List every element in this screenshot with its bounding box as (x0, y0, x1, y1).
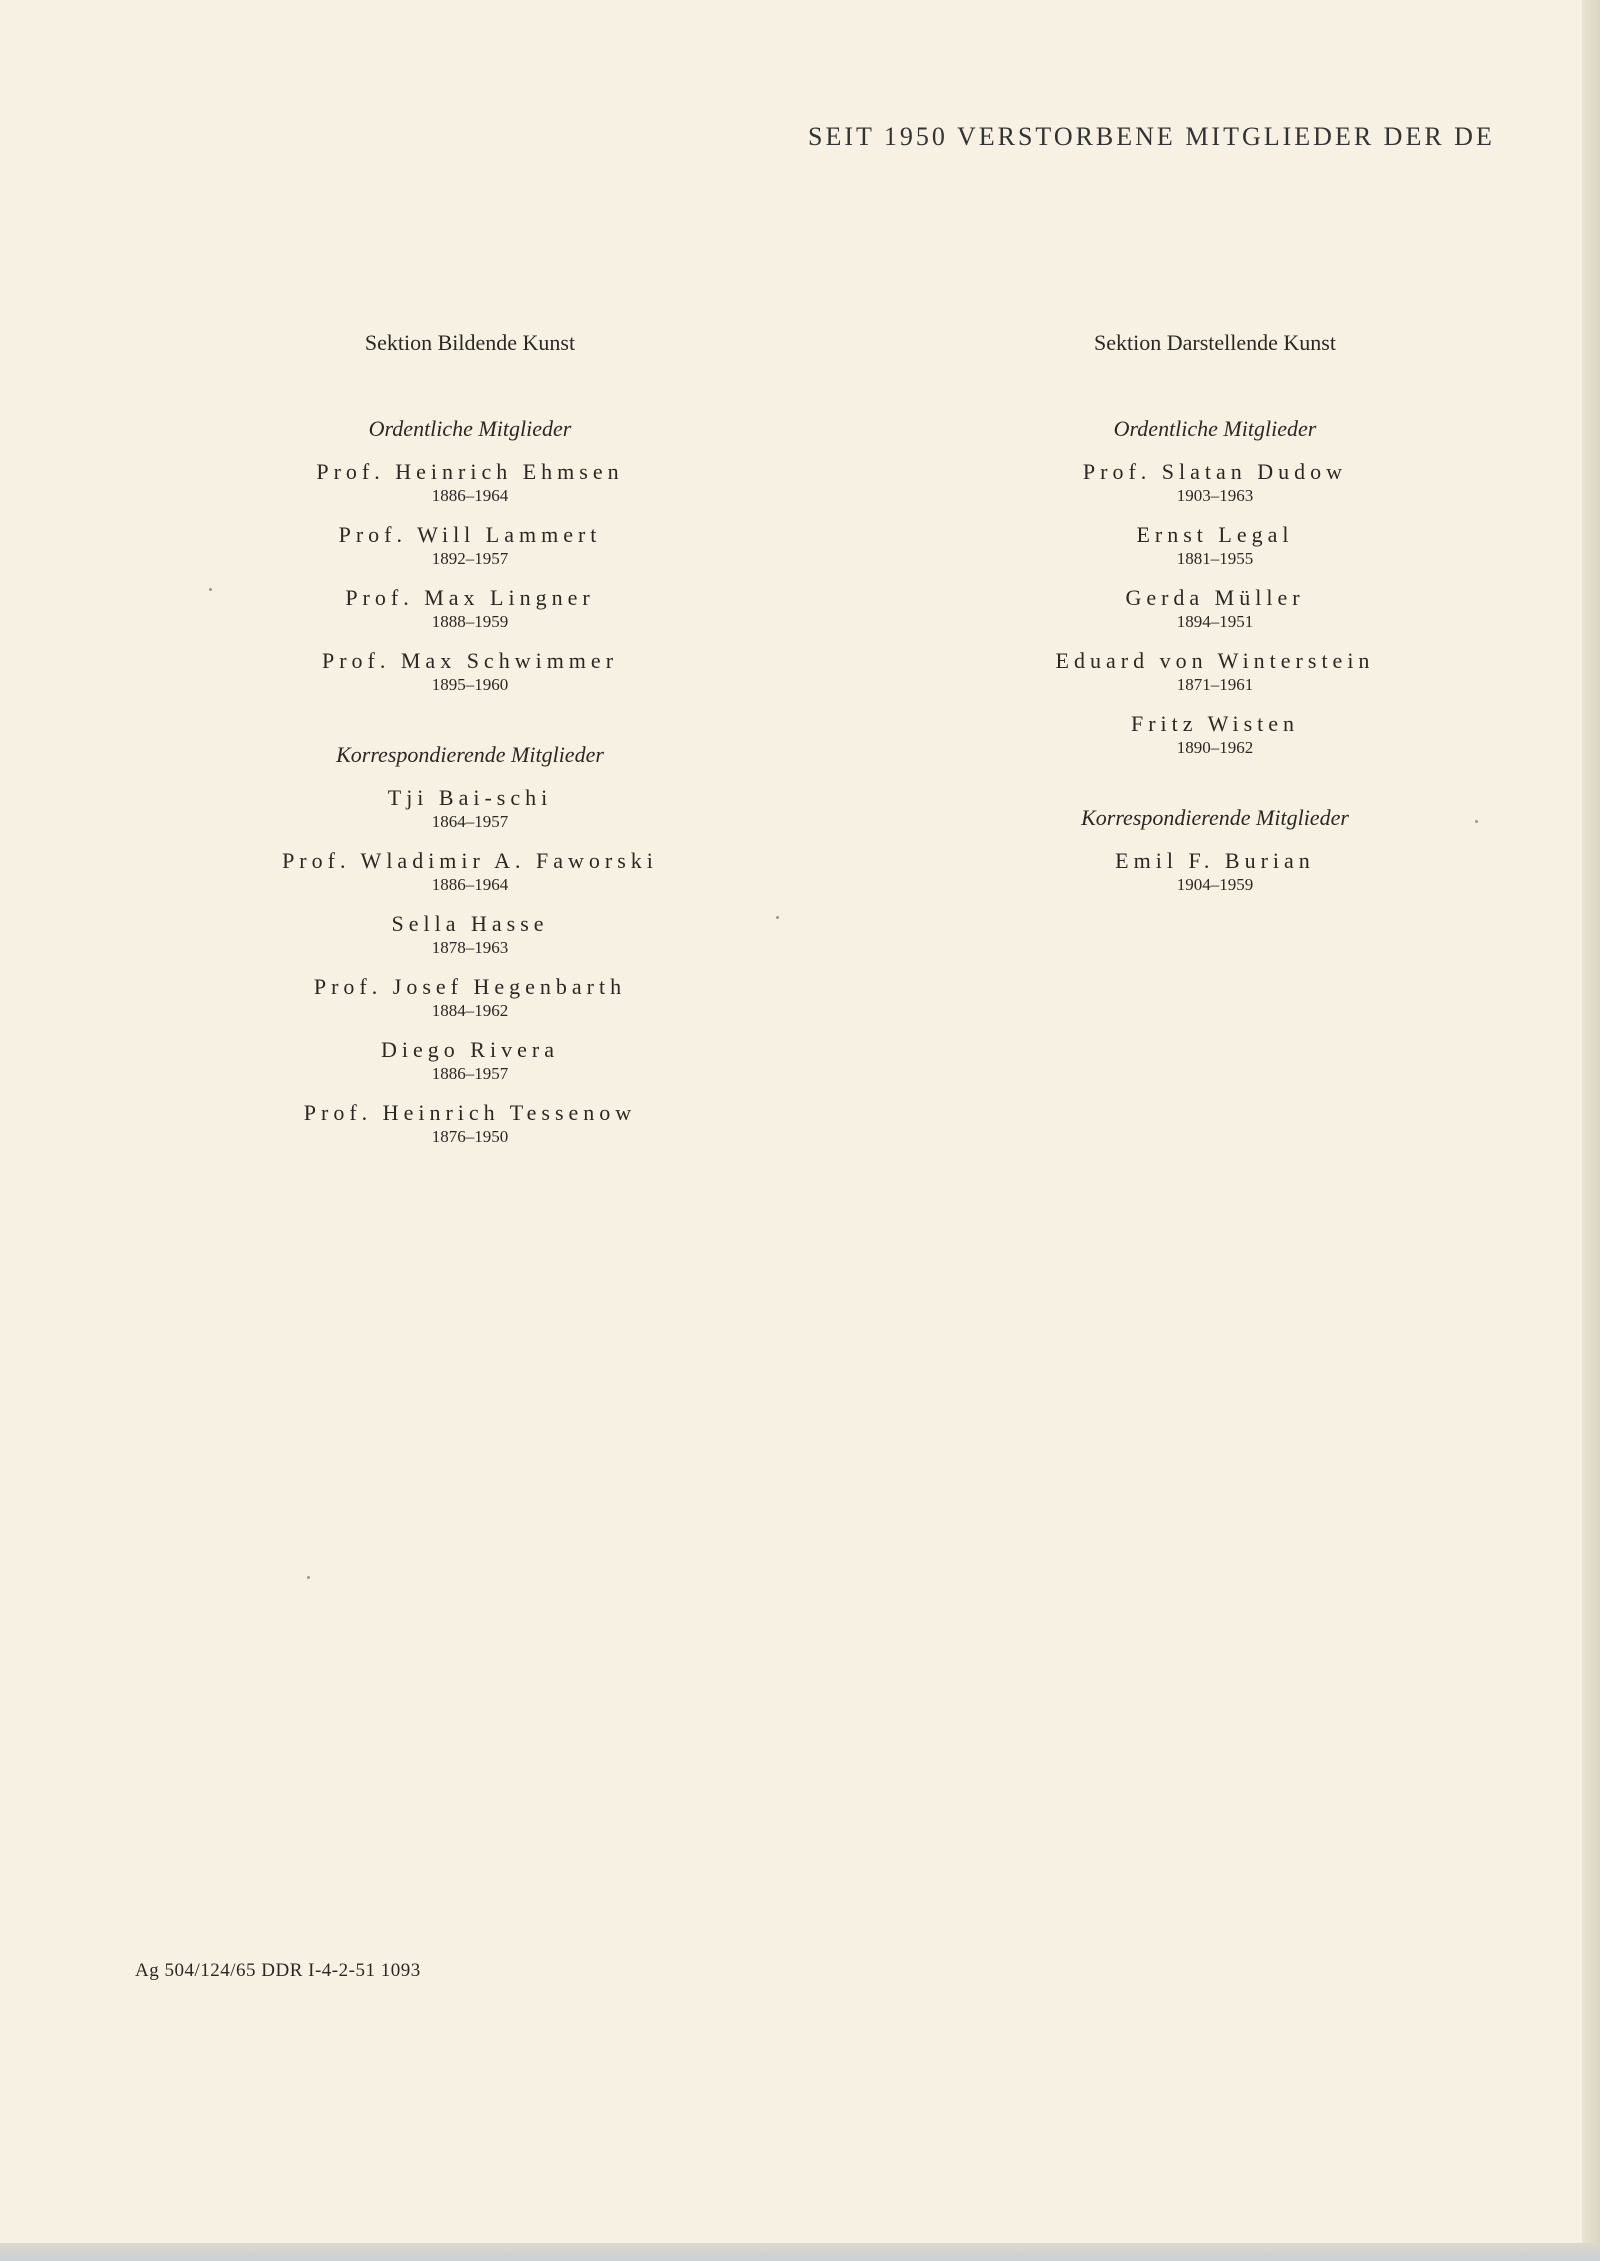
member-name: Emil F. Burian (1115, 848, 1315, 873)
member-entry (935, 711, 1495, 759)
group-title-korrespondierende: Korrespondierende Mitglieder (1081, 805, 1349, 830)
member-name: Fritz Wisten (1130, 711, 1300, 736)
member-dates: 1876–1950 (431, 1127, 509, 1146)
group-title-ordentliche: Ordentliche Mitglieder (368, 416, 572, 441)
member-name: Diego Rivera (381, 1037, 559, 1062)
member-entry (935, 648, 1495, 696)
member-entry (935, 459, 1495, 507)
member-dates: 1886–1957 (431, 1064, 509, 1083)
member-entry (190, 585, 750, 633)
member-dates: 1886–1964 (431, 875, 509, 894)
section-title: Sektion Bildende Kunst (364, 330, 576, 355)
member-dates: 1878–1963 (431, 938, 509, 957)
member-dates: 1884–1962 (431, 1001, 509, 1020)
member-entry (190, 522, 750, 570)
member-entry (935, 522, 1495, 570)
member-name: Tji Bai-schi (387, 785, 553, 810)
member-dates: 1904–1959 (1176, 875, 1254, 894)
section-title: Sektion Darstellende Kunst (1094, 330, 1336, 355)
member-name: Prof. Will Lammert (338, 522, 602, 547)
paper-speck (1475, 820, 1478, 823)
member-dates: 1903–1963 (1176, 486, 1254, 505)
member-entry (190, 785, 750, 833)
member-name: Prof. Josef Hegenbarth (313, 974, 627, 999)
member-name: Gerda Müller (1125, 585, 1305, 610)
column-darstellende-kunst (935, 330, 1495, 911)
member-entry (190, 974, 750, 1022)
group-title-ordentliche: Ordentliche Mitglieder (1113, 416, 1317, 441)
member-name: Prof. Slatan Dudow (1082, 459, 1348, 484)
column-bildende-kunst (190, 330, 750, 1163)
print-code-footer: Ag 504/124/65 DDR I-4-2-51 1093 (135, 1960, 421, 1981)
member-dates: 1890–1962 (1176, 738, 1254, 757)
paper-speck (776, 916, 779, 919)
member-entry (935, 585, 1495, 633)
group-title-korrespondierende: Korrespondierende Mitglieder (336, 742, 604, 767)
page-edge-right (1582, 0, 1600, 2261)
paper-speck (209, 588, 212, 591)
member-dates: 1886–1964 (431, 486, 509, 505)
member-entry (190, 1037, 750, 1085)
member-name: Prof. Heinrich Tessenow (303, 1100, 637, 1125)
page-header: SEIT 1950 VERSTORBENE MITGLIEDER DER DE (808, 122, 1495, 151)
member-dates: 1892–1957 (431, 549, 509, 568)
member-name: Prof. Wladimir A. Faworski (282, 848, 658, 873)
member-name: Ernst Legal (1136, 522, 1294, 547)
member-name: Prof. Max Lingner (345, 585, 595, 610)
member-entry (190, 848, 750, 896)
member-dates: 1895–1960 (431, 675, 509, 694)
member-entry (190, 911, 750, 959)
member-dates: 1888–1959 (431, 612, 509, 631)
member-name: Prof. Max Schwimmer (321, 648, 619, 673)
member-entry (190, 648, 750, 696)
member-dates: 1864–1957 (431, 812, 509, 831)
member-name: Prof. Heinrich Ehmsen (316, 459, 624, 484)
member-dates: 1881–1955 (1176, 549, 1254, 568)
member-entry (190, 1100, 750, 1148)
member-dates: 1894–1951 (1176, 612, 1254, 631)
member-dates: 1871–1961 (1176, 675, 1254, 694)
page-edge-bottom (0, 2243, 1600, 2261)
paper-speck (307, 1576, 310, 1579)
member-entry (935, 848, 1495, 896)
member-entry (190, 459, 750, 507)
member-name: Sella Hasse (391, 911, 549, 936)
member-name: Eduard von Winterstein (1055, 648, 1375, 673)
